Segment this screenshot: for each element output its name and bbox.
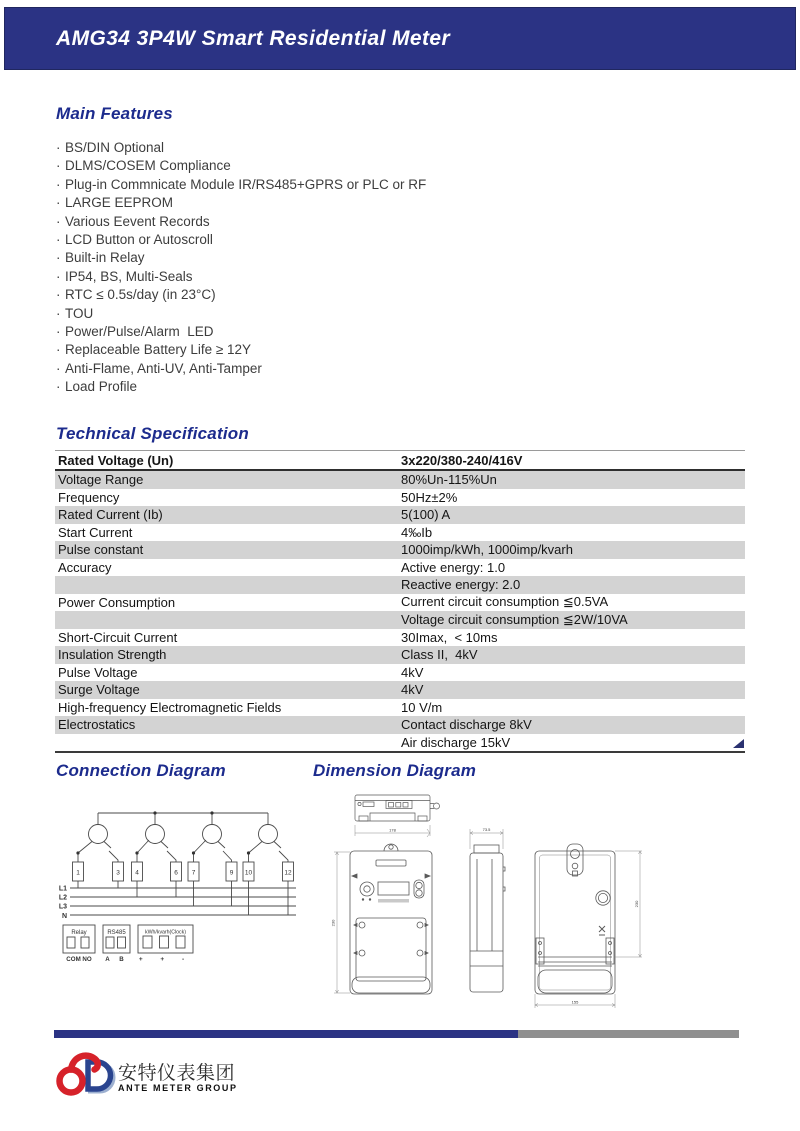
- spec-value: Contact discharge 8kV: [401, 717, 532, 733]
- page-title: AMG34 3P4W Smart Residential Meter: [56, 26, 451, 50]
- feature-item: [56, 341, 426, 359]
- table-row: [55, 541, 745, 559]
- rs485-pins-label: A B: [105, 956, 128, 963]
- table-row: [55, 646, 745, 664]
- feature-text: Replaceable Battery Life ≥ 12Y: [65, 342, 252, 358]
- dimension-diagram-heading: Dimension Diagram: [313, 761, 477, 780]
- feature-text: RTC ≤ 0.5s/day (in 23°C): [65, 287, 216, 303]
- spec-rows: [55, 471, 745, 751]
- spec-value: 50Hz±2%: [401, 489, 458, 505]
- bullet: ·: [56, 250, 61, 266]
- spec-value: 4kV: [401, 664, 424, 680]
- feature-text: Power/Pulse/Alarm LED: [65, 323, 214, 339]
- feature-item: [56, 213, 426, 231]
- spec-value: Reactive energy: 2.0: [401, 577, 521, 593]
- dim-back-width: 155: [571, 999, 579, 1005]
- dim-height: 230: [330, 919, 336, 927]
- spec-label: Surge Voltage: [58, 682, 140, 698]
- footer-bar-gray: [518, 1030, 739, 1038]
- bullet: ·: [56, 323, 61, 339]
- junction-dots: [76, 811, 250, 854]
- table-row: [55, 506, 745, 524]
- label-l2: L2: [58, 894, 67, 902]
- spec-label: Short-Circuit Current: [58, 629, 178, 645]
- feature-item: [56, 286, 426, 304]
- spec-label: Electrostatics: [58, 717, 136, 733]
- label-l1: L1: [58, 885, 67, 893]
- terminal-7: 7: [191, 869, 196, 877]
- company-name-english: ANTE METER GROUP: [118, 1083, 238, 1093]
- bullet: ·: [56, 305, 61, 321]
- bullet: ·: [56, 213, 61, 229]
- table-corner-mark: [733, 739, 744, 748]
- terminal-1: 1: [76, 869, 80, 877]
- top-view: [355, 795, 440, 821]
- dim-depth: 73.5: [482, 827, 491, 832]
- table-row: [55, 716, 745, 734]
- table-row: [55, 611, 745, 629]
- label-l3: L3: [58, 903, 67, 911]
- table-row: [55, 734, 745, 752]
- spec-value: Class II, 4kV: [401, 647, 478, 663]
- feature-item: [56, 305, 426, 323]
- dimension-diagram: [330, 783, 670, 1023]
- label-n: N: [61, 912, 67, 920]
- terminal-12: 12: [284, 869, 292, 877]
- wiring-lines: [70, 813, 296, 915]
- spec-value: 4‰Ib: [401, 524, 433, 540]
- terminal-9: 9: [229, 869, 234, 877]
- feature-item: [56, 268, 426, 286]
- connection-diagram-heading: Connection Diagram: [56, 761, 226, 780]
- spec-value: 4kV: [401, 682, 424, 698]
- bullet: ·: [56, 231, 61, 247]
- dim-back-height: 230: [634, 900, 639, 908]
- feature-text: Anti-Flame, Anti-UV, Anti-Tamper: [65, 360, 262, 376]
- bullet: ·: [56, 379, 61, 395]
- dim-front-width: 178: [389, 827, 396, 833]
- spec-label: Pulse Voltage: [58, 664, 138, 680]
- spec-label: Rated Current (Ib): [58, 507, 163, 523]
- spec-value: 30Imax, < 10ms: [401, 629, 498, 645]
- feature-text: TOU: [65, 305, 94, 321]
- feature-item: [56, 139, 426, 157]
- bullet: ·: [56, 268, 61, 284]
- feature-text: IP54, BS, Multi-Seals: [65, 268, 193, 284]
- front-view-dim: [334, 852, 350, 993]
- feature-text: LCD Button or Autoscroll: [65, 231, 213, 247]
- spec-label: Frequency: [58, 489, 120, 505]
- spec-value: Air discharge 15kV: [401, 734, 511, 750]
- table-row: [55, 681, 745, 699]
- feature-text: DLMS/COSEM Compliance: [65, 158, 231, 174]
- title-bar: [4, 7, 796, 70]
- spec-label: Insulation Strength: [58, 647, 167, 663]
- spec-label: Voltage Range: [58, 472, 144, 488]
- pulse-pins-label: + + -: [138, 956, 193, 963]
- footer-bar-blue: [54, 1030, 518, 1038]
- feature-text: Plug-in Commnicate Module IR/RS485+GPRS or PLC or RF: [65, 176, 427, 192]
- feature-item: [56, 231, 426, 249]
- back-view-dim: [535, 851, 642, 1008]
- bullet: ·: [56, 140, 61, 155]
- spec-value: Current circuit consumption ≦0.5VA: [401, 594, 609, 610]
- spec-label: High-frequency Electromagnetic Fields: [58, 699, 282, 715]
- table-row: [55, 699, 745, 717]
- bullet: ·: [56, 287, 61, 303]
- feature-item: [56, 378, 426, 396]
- spec-value: Voltage circuit consumption ≦2W/10VA: [401, 611, 628, 627]
- spec-table: [55, 450, 745, 753]
- feature-item: [56, 157, 426, 175]
- spec-value: Active energy: 1.0: [401, 559, 506, 575]
- terminal-numbers: [76, 870, 292, 877]
- feature-item: [56, 249, 426, 267]
- back-view: [535, 844, 615, 994]
- bullet: ·: [56, 360, 61, 376]
- spec-value: 80%Un-115%Un: [401, 472, 497, 488]
- spec-label: Power Consumption: [58, 594, 176, 610]
- spec-header-value: 3x220/380-240/416V: [401, 452, 523, 468]
- spec-value: 5(100) A: [401, 507, 451, 523]
- feature-item: [56, 176, 426, 194]
- feature-text: BS/DIN Optional: [65, 140, 165, 155]
- side-view: [470, 845, 505, 992]
- spec-header-label: Rated Voltage (Un): [58, 452, 174, 468]
- table-row: [55, 559, 745, 577]
- spec-label: Accuracy: [58, 559, 112, 575]
- terminal-6: 6: [174, 869, 178, 877]
- phase-labels: [59, 886, 67, 920]
- table-row: [55, 471, 745, 489]
- pulse-block-label: kWh/kvarh(Clock): [145, 929, 186, 936]
- table-row: [55, 524, 745, 542]
- bullet: ·: [56, 342, 61, 358]
- feature-item: [56, 360, 426, 378]
- feature-text: LARGE EEPROM: [65, 195, 174, 211]
- connection-diagram: [40, 785, 340, 985]
- bullet: ·: [56, 158, 61, 174]
- front-view: [350, 844, 432, 994]
- feature-text: Load Profile: [65, 379, 138, 395]
- relay-block-label: Relay: [71, 930, 87, 936]
- feature-list: [56, 139, 426, 396]
- terminal-4: 4: [135, 869, 139, 877]
- spec-label: Start Current: [58, 524, 133, 540]
- spec-header-row: [55, 450, 745, 471]
- main-features-heading: Main Features: [56, 104, 173, 123]
- spec-value: 10 V/m: [401, 699, 443, 715]
- table-row: [55, 629, 745, 647]
- spec-label: Pulse constant: [58, 542, 144, 558]
- tech-spec-heading: Technical Specification: [56, 424, 249, 443]
- table-row: [55, 489, 745, 507]
- rs485-block-label: RS485: [107, 930, 126, 936]
- feature-text: Various Eevent Records: [65, 213, 210, 229]
- terminal-10: 10: [244, 869, 253, 877]
- table-row: [55, 664, 745, 682]
- feature-item: [56, 323, 426, 341]
- table-row: [55, 576, 745, 594]
- relay-pins-label: COM NO: [66, 956, 92, 963]
- side-view-dim: [470, 829, 503, 849]
- terminal-3: 3: [116, 869, 120, 877]
- company-name-chinese: 安特仪表集团: [118, 1063, 236, 1084]
- feature-text: Built-in Relay: [65, 250, 145, 266]
- table-row: [55, 594, 745, 612]
- feature-item: [56, 194, 426, 212]
- bullet: ·: [56, 195, 61, 211]
- spec-value: 1000imp/kWh, 1000imp/kvarh: [401, 542, 573, 558]
- bullet: ·: [56, 176, 61, 192]
- aux-labels: [66, 930, 192, 964]
- terminal-boxes: [73, 862, 294, 881]
